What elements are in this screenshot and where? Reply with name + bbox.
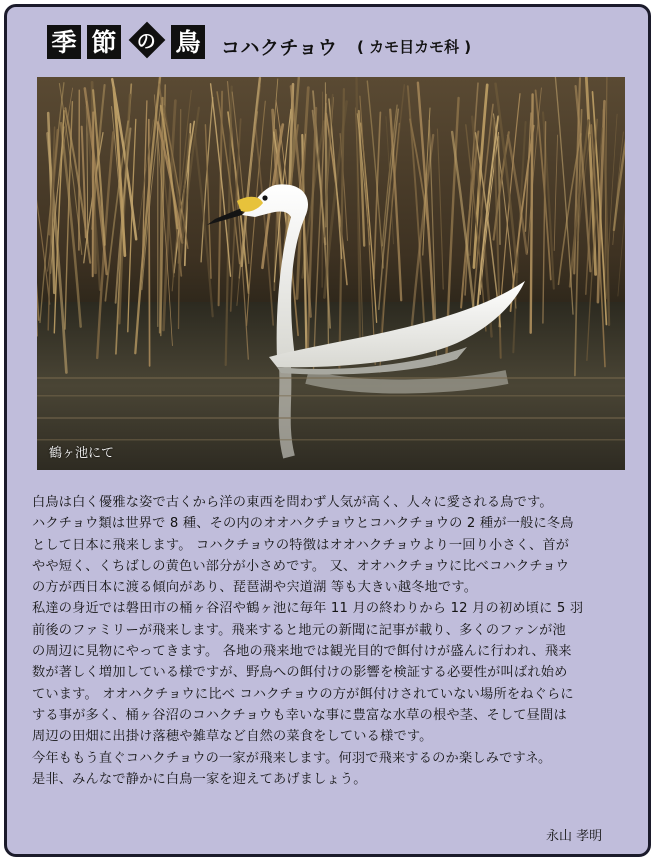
title-kanji-season: 季 bbox=[47, 25, 81, 59]
article-line: やや短く、くちばしの黄色い部分が小さめです。 又、オオハクチョウに比べコハクチョウ bbox=[32, 558, 570, 574]
article-line: の周辺に見物にやってきます。 各地の飛来地では観光目的で餌付けが盛んに行われ、飛来 bbox=[32, 644, 572, 660]
reed-stroke bbox=[322, 92, 323, 287]
article-author: 永山 孝明 bbox=[546, 829, 603, 844]
title-kanji-section: 節 bbox=[87, 25, 121, 59]
bird-family: ( カモ目カモ科 ) bbox=[357, 38, 472, 56]
photo-caption: 鶴ヶ池にて bbox=[49, 446, 115, 461]
reed-stroke bbox=[93, 112, 94, 276]
newsletter-card bbox=[4, 4, 651, 857]
article-line: 数が著しく増加している様ですが、野鳥への餌付けの影響を検証する必要性が叫ばれ始め bbox=[32, 665, 568, 681]
reed-stroke bbox=[149, 120, 150, 366]
article-line: 今年ももう直ぐコハクチョウの一家が飛来します。何羽で飛来するのか楽しみですネ。 bbox=[32, 750, 552, 766]
article-body bbox=[32, 492, 632, 790]
swan-photo bbox=[37, 77, 625, 470]
article-line: ハクチョウ類は世界で 8 種、その内のオオハクチョウとコハクチョウの 2 種が一般に冬鳥 bbox=[32, 516, 574, 532]
bird-name: コハクチョウ bbox=[221, 37, 338, 59]
swan-photo-illustration bbox=[37, 77, 625, 470]
article-line: 白鳥は白く優雅な姿で古くから洋の東西を問わず人気が高く、人々に愛される鳥です。 bbox=[32, 495, 553, 510]
article-line: ています。 オオハクチョウに比べ コハクチョウの方が餌付けされていない場所をねぐらに bbox=[32, 686, 574, 702]
article-line: として日本に飛来します。 コハクチョウの特徴はオオハクチョウより一回り小さく、首が bbox=[32, 537, 570, 553]
article-line: 私達の身近では磐田市の桶ヶ谷沼や鶴ヶ池に毎年 11 月の終わりから 12 月の初め頃に 5 羽 bbox=[32, 601, 584, 617]
article-line: の方が西日本に渡る傾向があり、琵琶湖や宍道湖 等も大きい越冬地です。 bbox=[32, 580, 478, 596]
article-line: 前後のファミリーが飛来します。飛来すると地元の新聞に記事が載り、多くのファンが池 bbox=[32, 622, 566, 638]
article-line: する事が多く、桶ヶ谷沼のコハクチョウも幸いな事に豊富な水草の根や茎、そして昼間は bbox=[32, 707, 567, 723]
title-kanji-no: の bbox=[129, 22, 166, 59]
title-kanji-bird: 鳥 bbox=[171, 25, 205, 59]
article-line: 周辺の田畑に出掛け落穂や雑草など自然の菜食をしている様です。 bbox=[32, 729, 433, 745]
article-line: 是非、みんなで静かに白鳥一家を迎えてあげましょう。 bbox=[32, 771, 367, 787]
